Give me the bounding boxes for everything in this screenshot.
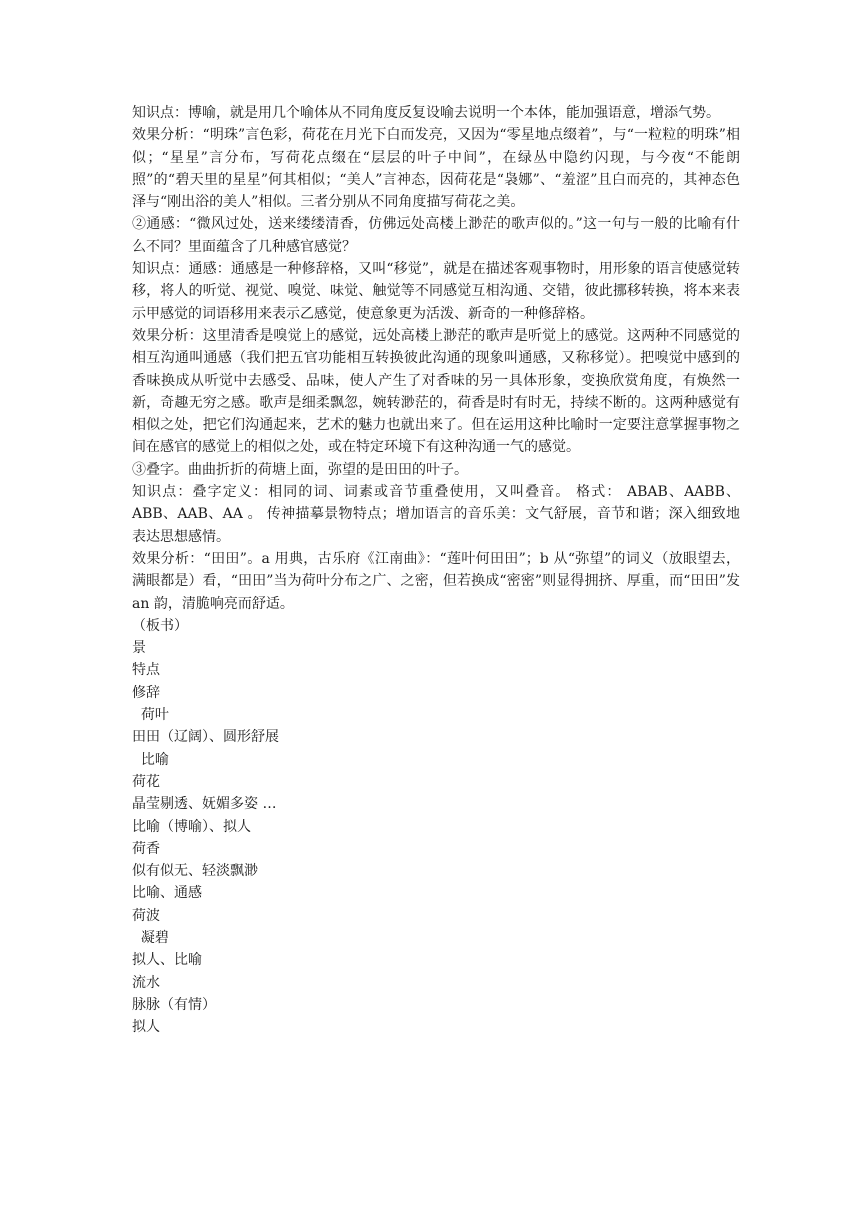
board-line: 荷香 <box>132 840 160 857</box>
board-line: 修辞 <box>132 684 160 701</box>
paragraph-boyu-effect: 效果分析：“明珠”言色彩，荷花在月光下白而发亮，又因为“零星地点缀着”，与“一粒粒的明珠”相似；“星星”言分布，写荷花点缀在“层层的叶子中间”，在绿丛中隐约闪现，与今夜“不能朗照”的“碧天里的星星”何其相似；“美人”言神态，因荷花是“袅娜”、“羞涩”且白而亮的，其神态色泽与“刚出浴的美人”相似。三者分别从不同角度描写荷花之美。 <box>132 127 740 211</box>
board-line: 比喻、通感 <box>132 885 202 902</box>
board-line: 拟人 <box>132 1019 160 1036</box>
board-line: 拟人、比喻 <box>132 952 202 969</box>
paragraph-tonggan-question: ②通感：“微风过处，送来缕缕清香，仿佛远处高楼上渺茫的歌声似的。”这一句与一般的比喻有什么不同？里面蕴含了几种感官感觉？ <box>132 216 740 255</box>
paragraph-diezi-example: ③叠字。曲曲折折的荷塘上面，弥望的是田田的叶子。 <box>132 461 468 478</box>
paragraph-boyu-knowledge: 知识点：博喻，就是用几个喻体从不同角度反复设喻去说明一个本体，能加强语意，增添气势。 <box>132 105 720 121</box>
board-line: 晶莹剔透、妩媚多姿 … <box>132 796 277 813</box>
board-heading: （板书） <box>132 617 188 634</box>
board-line: 荷波 <box>132 907 160 924</box>
paragraph-diezi-knowledge: 知识点：叠字定义：相同的词、词素或音节重叠使用，又叫叠音。 格式： ABAB、AABB、ABB、AAB、AA 。 传神描摹景物特点；增加语言的音乐美：文气舒展，音节和谐；深入细致地表达思想感情。 <box>132 484 740 545</box>
board-line: 比喻（博喻）、拟人 <box>132 818 251 835</box>
board-line: 流水 <box>132 974 160 991</box>
board-line: 脉脉（有情） <box>132 996 216 1013</box>
board-line: 似有似无、轻淡飘渺 <box>132 863 258 880</box>
document-body <box>132 102 740 1038</box>
board-line: 景 <box>132 640 146 657</box>
paragraph-diezi-effect: 效果分析：“田田”。a 用典，古乐府《江南曲》：“莲叶何田田”；b 从“弥望”的词义（放眼望去，满眼都是）看，“田田”当为荷叶分布之广、之密，但若换成“密密”则显得拥挤、厚重，而“田田”发 an 韵，清脆响亮而舒适。 <box>132 550 740 612</box>
board-line: 田田（辽阔）、圆形舒展 <box>132 729 279 746</box>
board-line: 凝碧 <box>132 929 169 946</box>
board-line: 特点 <box>132 662 160 679</box>
board-line: 荷叶 <box>132 707 169 724</box>
blackboard-outline <box>132 615 740 1039</box>
paragraph-tonggan-knowledge: 知识点：通感：通感是一种修辞格，又叫“移觉”，就是在描述客观事物时，用形象的语言使感觉转移，将人的听觉、视觉、嗅觉、味觉、触觉等不同感觉互相沟通、交错，彼此挪移转换，将本来表示甲感觉的词语移用来表示乙感觉，使意象更为活泼、新奇的一种修辞格。 <box>132 261 740 322</box>
board-line: 比喻 <box>132 751 169 768</box>
paragraph-tonggan-effect: 效果分析：这里清香是嗅觉上的感觉，远处高楼上渺茫的歌声是听觉上的感觉。这两种不同感觉的相互沟通叫通感（我们把五官功能相互转换彼此沟通的现象叫通感，又称移觉）。把嗅觉中感到的香味换成从听觉中去感受、品味，使人产生了对香味的另一具体形象，变换欣赏角度，有焕然一新，奇趣无穷之感。歌声是细柔飘忽，婉转渺茫的，荷香是时有时无，持续不断的。这两种感觉有相似之处，把它们沟通起来，艺术的魅力也就出来了。但在运用这种比喻时一定要注意掌握事物之间在感官的感觉上的相似之处，或在特定环境下有这种沟通一气的感觉。 <box>132 327 740 456</box>
board-line: 荷花 <box>132 773 160 790</box>
